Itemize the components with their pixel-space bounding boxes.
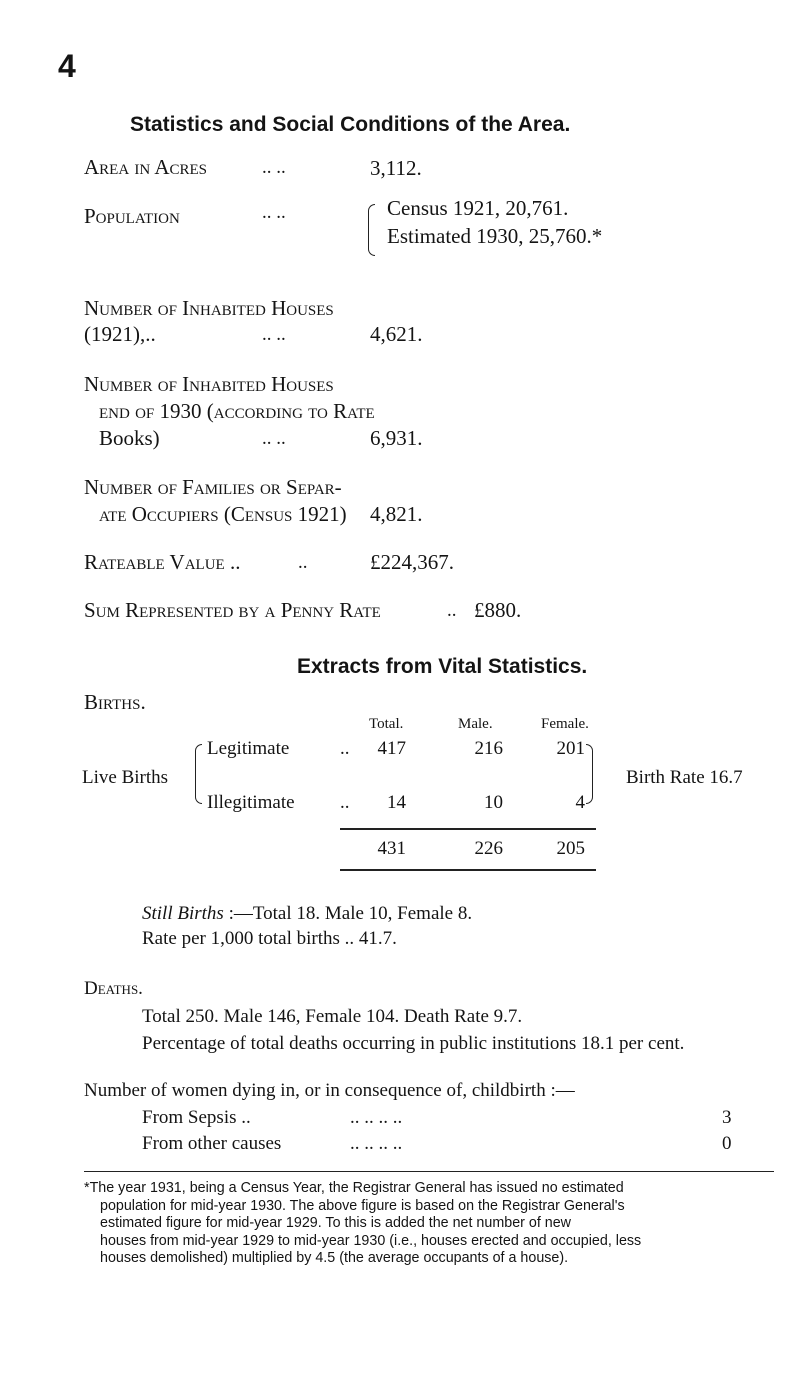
area-leader: .. ..	[262, 157, 286, 178]
legitimate-female: 201	[556, 738, 585, 759]
birth-rate-brace	[586, 744, 593, 804]
area-value: 3,112.	[370, 156, 422, 180]
inhabited-1930-label-1: Number of Inhabited Houses	[84, 372, 334, 396]
population-census: Census 1921, 20,761.	[387, 196, 569, 220]
families-label-1: Number of Families or Separ-	[84, 475, 342, 499]
other-causes-leader: .. .. .. ..	[350, 1133, 403, 1154]
births-heading: Births.	[84, 690, 146, 714]
penny-rate-value: £880.	[474, 598, 522, 622]
population-brace	[368, 204, 375, 256]
penny-rate-label: Sum Represented by a Penny Rate	[84, 598, 381, 622]
rateable-value: £224,367.	[370, 550, 454, 574]
birth-rate: Birth Rate 16.7	[626, 767, 743, 788]
footnote-line-1: *The year 1931, being a Census Year, the Registrar General has issued no estimated	[84, 1180, 624, 1196]
inhabited-1930-label-2: end of 1930 (according to Rate	[99, 399, 375, 423]
illegitimate-total: 14	[387, 792, 406, 813]
other-causes-label: From other causes	[142, 1133, 282, 1154]
penny-rate-leader: ..	[447, 600, 457, 621]
population-estimated: Estimated 1930, 25,760.*	[387, 224, 603, 248]
area-label: Area in Acres	[84, 155, 208, 179]
births-total-female: 205	[556, 838, 585, 859]
other-causes-value: 0	[722, 1133, 732, 1154]
inhabited-1930-value: 6,931.	[370, 426, 423, 450]
still-births-detail: :—Total 18. Male 10, Female 8.	[223, 903, 473, 924]
live-births-label: Live Births	[82, 767, 169, 788]
still-births-label: Still Births	[142, 903, 224, 924]
footnote-line-2: population for mid-year 1930. The above figure is based on the Registrar General's	[100, 1197, 625, 1214]
vital-statistics-heading: Extracts from Vital Statistics.	[297, 655, 588, 678]
births-col-male: Male.	[458, 716, 493, 732]
still-births-line-2: Rate per 1,000 total births .. 41.7.	[142, 928, 397, 949]
live-births-brace	[195, 744, 202, 804]
illegitimate-male: 10	[484, 792, 503, 813]
sepsis-value: 3	[722, 1107, 732, 1128]
illegitimate-female: 4	[575, 792, 585, 813]
still-births-line-1	[142, 903, 472, 925]
deaths-line-2: Percentage of total deaths occurring in public institutions 18.1 per cent.	[142, 1033, 685, 1054]
footnote-line-5: houses demolished) multiplied by 4.5 (the average occupants of a house).	[100, 1250, 569, 1267]
page-title: Statistics and Social Conditions of the Area.	[130, 113, 571, 136]
childbirth-intro: Number of women dying in, or in consequence of, childbirth :—	[84, 1080, 575, 1101]
legitimate-leader: ..	[340, 738, 350, 759]
inhabited-1921-value: 4,621.	[370, 322, 423, 346]
inhabited-1921-label-2: (1921),..	[84, 322, 156, 346]
births-col-female: Female.	[541, 716, 589, 732]
births-top-rule	[340, 828, 596, 830]
footnote-line-3: estimated figure for mid-year 1929. To this is added the net number of new	[100, 1215, 572, 1232]
deaths-line-1: Total 250. Male 146, Female 104. Death Rate 9.7.	[142, 1006, 523, 1027]
footnote-line-4: houses from mid-year 1929 to mid-year 1930 (i.e., houses erected and occupied, less	[100, 1232, 642, 1249]
births-bottom-rule	[340, 869, 596, 871]
population-leader: .. ..	[262, 202, 286, 223]
footnote-rule	[84, 1171, 774, 1172]
births-total-male: 226	[474, 838, 503, 859]
rateable-label: Rateable Value ..	[84, 550, 241, 574]
sepsis-label: From Sepsis ..	[142, 1107, 251, 1128]
illegitimate-label: Illegitimate	[207, 792, 295, 813]
inhabited-1930-leader: .. ..	[262, 428, 286, 449]
births-total-total: 431	[377, 838, 406, 859]
legitimate-male: 216	[474, 738, 503, 759]
inhabited-1921-leader: .. ..	[262, 324, 286, 345]
legitimate-label: Legitimate	[207, 738, 290, 759]
inhabited-1921-label-1: Number of Inhabited Houses	[84, 296, 334, 320]
inhabited-1930-label-3: Books)	[99, 426, 160, 450]
families-value: 4,821.	[370, 502, 423, 526]
legitimate-total: 417	[377, 738, 406, 759]
births-col-total: Total.	[369, 716, 404, 732]
families-label-2: ate Occupiers (Census 1921)	[99, 502, 347, 526]
population-label: Population	[84, 204, 180, 228]
footnote	[84, 1180, 774, 1268]
rateable-leader: ..	[298, 552, 308, 573]
illegitimate-leader: ..	[340, 792, 350, 813]
page-number: 4	[58, 48, 76, 84]
deaths-heading: Deaths.	[84, 978, 143, 999]
sepsis-leader: .. .. .. ..	[350, 1107, 403, 1128]
